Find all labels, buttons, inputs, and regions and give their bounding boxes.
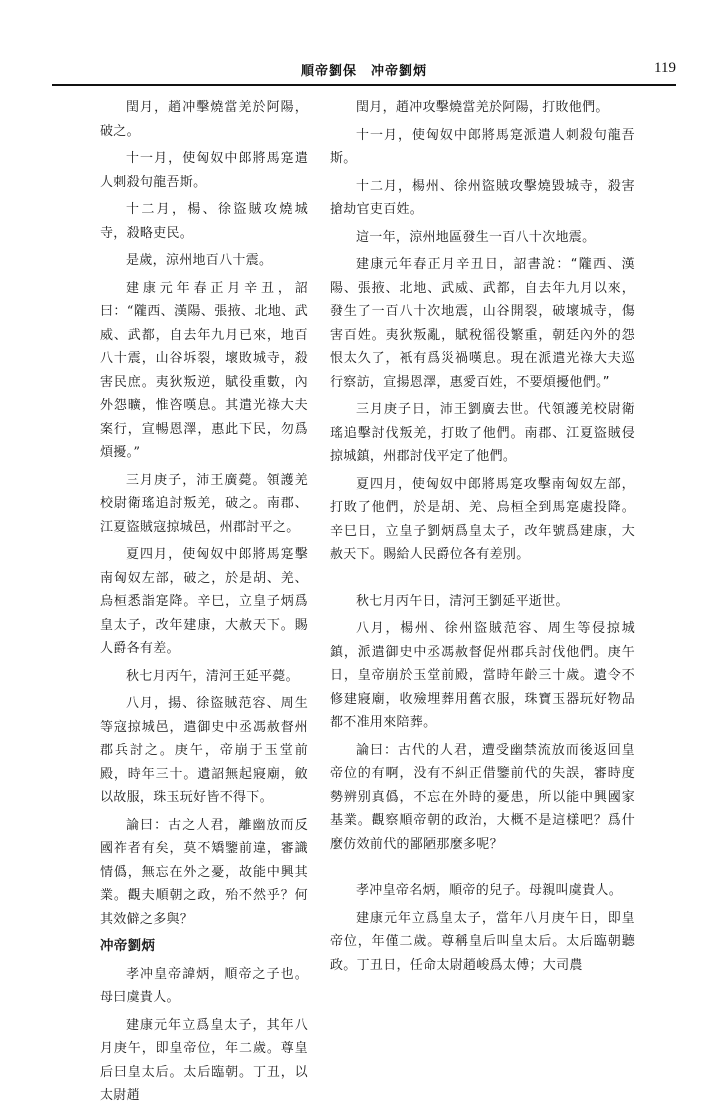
paragraph: 閏月，趙冲攻擊燒當羌於阿陽，打敗他們。 [356, 100, 609, 115]
paragraph: 夏四月，使匈奴中郎將馬寔攻擊南匈奴左部，打敗了他們，於是胡、羌、烏桓全到馬寔處投降。辛巳日，立皇子劉炳爲皇太子，改年號爲建康，大赦天下。賜給人民爵位各有差別。 [330, 476, 635, 562]
paragraph: 論曰：古代的人君，遭受幽禁流放而後返回皇帝位的有啊，没有不糾正借鑒前代的失誤，審時度勢辨别真僞，不忘在外時的憂患，所以能中興國家基業。觀察順帝朝的政治，大概不是這樣吧？爲什麼仿效前代的鄙陋那麼多呢？ [330, 742, 635, 852]
paragraph: 夏四月，使匈奴中郎將馬寔擊南匈奴左部，破之，於是胡、羌、烏桓悉詣寔降。辛巳，立皇子炳爲皇太子，改年建康，大赦天下。賜人爵各有差。 [100, 547, 308, 656]
paragraph: 孝冲皇帝諱炳，順帝之子也。母曰虞貴人。 [100, 966, 308, 1005]
paragraph: 這一年，涼州地區發生一百八十次地震。 [356, 229, 596, 245]
page-number: 119 [654, 60, 676, 76]
paragraph: 孝冲皇帝名炳，順帝的兒子。母親叫虞貴人。 [356, 883, 623, 898]
paragraph: 十一月，使匈奴中郎將馬寔派遣人刺殺句龍吾斯。 [330, 127, 635, 166]
paragraph: 建康元年春正月辛丑日，詔書說：“隴西、漢陽、張掖、北地、武威、武都，自去年九月以來，發生了一百八十次地震，山谷開裂，破壞城寺，傷害百姓。夷狄叛亂，賦稅徭役繁重，朝廷內外的怨恨太久了，衹有爲災禍嘆息。現在派遣光祿大夫巡行察訪，宣揚恩澤，惠愛百姓，不要煩擾他們。” [330, 257, 635, 390]
paragraph: 八月，揚、徐盜賊范容、周生等寇掠城邑，遣御史中丞馮赦督州郡兵討之。庚午，帝崩于玉堂前殿，時年三十。遺詔無起寢廟，斂以故服，珠玉玩好皆不得下。 [100, 696, 308, 805]
section-heading: 冲帝劉炳 [100, 938, 156, 954]
header-rule [52, 84, 676, 86]
classical-text-column [100, 96, 308, 1103]
paragraph: 秋七月丙午日，清河王劉延平逝世。 [356, 593, 569, 609]
paragraph: 論曰：古之人君，離幽放而反國祚者有矣，莫不矯鑒前違，審識情僞，無忘在外之憂，故能中興其業。觀夫順朝之政，殆不然乎？何其效僻之多與？ [100, 817, 308, 927]
paragraph: 閏月，趙冲擊燒當羌於阿陽，破之。 [100, 100, 308, 139]
paragraph: 建康元年立爲皇太子，其年八月庚午，即皇帝位，年二歲。尊皇后曰皇太后。太后臨朝。丁丑，以太尉趙 [100, 1017, 308, 1103]
paragraph: 三月庚子，沛王廣薨。領護羌校尉衛瑤追討叛羌，破之。南郡、江夏盜賊寇掠城邑，州郡討平之。 [100, 472, 308, 535]
paragraph: 是歲，涼州地百八十震。 [126, 253, 273, 268]
paragraph: 建康元年立爲皇太子，當年八月庚午日，即皇帝位，年僅二歲。尊稱皇后叫皇太后。太后臨朝聽政。丁丑日，任命太尉趙峻爲太傅；大司農 [330, 910, 635, 973]
translation-column [330, 96, 635, 990]
paragraph: 秋七月丙午，清河王延平薨。 [126, 668, 299, 684]
paragraph: 八月，楊州、徐州盜賊范容、周生等侵掠城鎮，派遣御史中丞馮赦督促州郡兵討伐他們。庚午日，皇帝崩於玉堂前殿，當時年齡三十歲。遺令不修建寢廟，收殮埋葬用舊衣服，珠寶玉器玩好物品都不准用來陪葬。 [330, 621, 635, 730]
page-header [52, 60, 676, 82]
header-title: 順帝劉保 冲帝劉炳 [300, 64, 427, 79]
paragraph: 十二月，楊、徐盜賊攻燒城寺，殺略吏民。 [100, 202, 308, 241]
paragraph: 三月庚子日，沛王劉廣去世。代領護羌校尉衛瑤追擊討伐叛羌，打敗了他們。南郡、江夏盜賊侵掠城鎮，州郡討伐平定了他們。 [330, 402, 635, 464]
paragraph: 十二月，楊州、徐州盜賊攻擊燒毀城寺，殺害搶劫官吏百姓。 [330, 178, 635, 217]
paragraph: 建康元年春正月辛丑，詔曰：“隴西、漢陽、張掖、北地、武威、武都，自去年九月已來，地百八十震，山谷坼裂，壞敗城寺，殺害民庶。夷狄叛逆，賦役重數，內外怨曠，惟咨嘆息。其遣光祿大夫案行，宣暢恩澤，惠此下民，勿爲煩擾。” [100, 280, 308, 460]
paragraph: 十一月，使匈奴中郎將馬寔遣人刺殺句龍吾斯。 [100, 151, 308, 190]
